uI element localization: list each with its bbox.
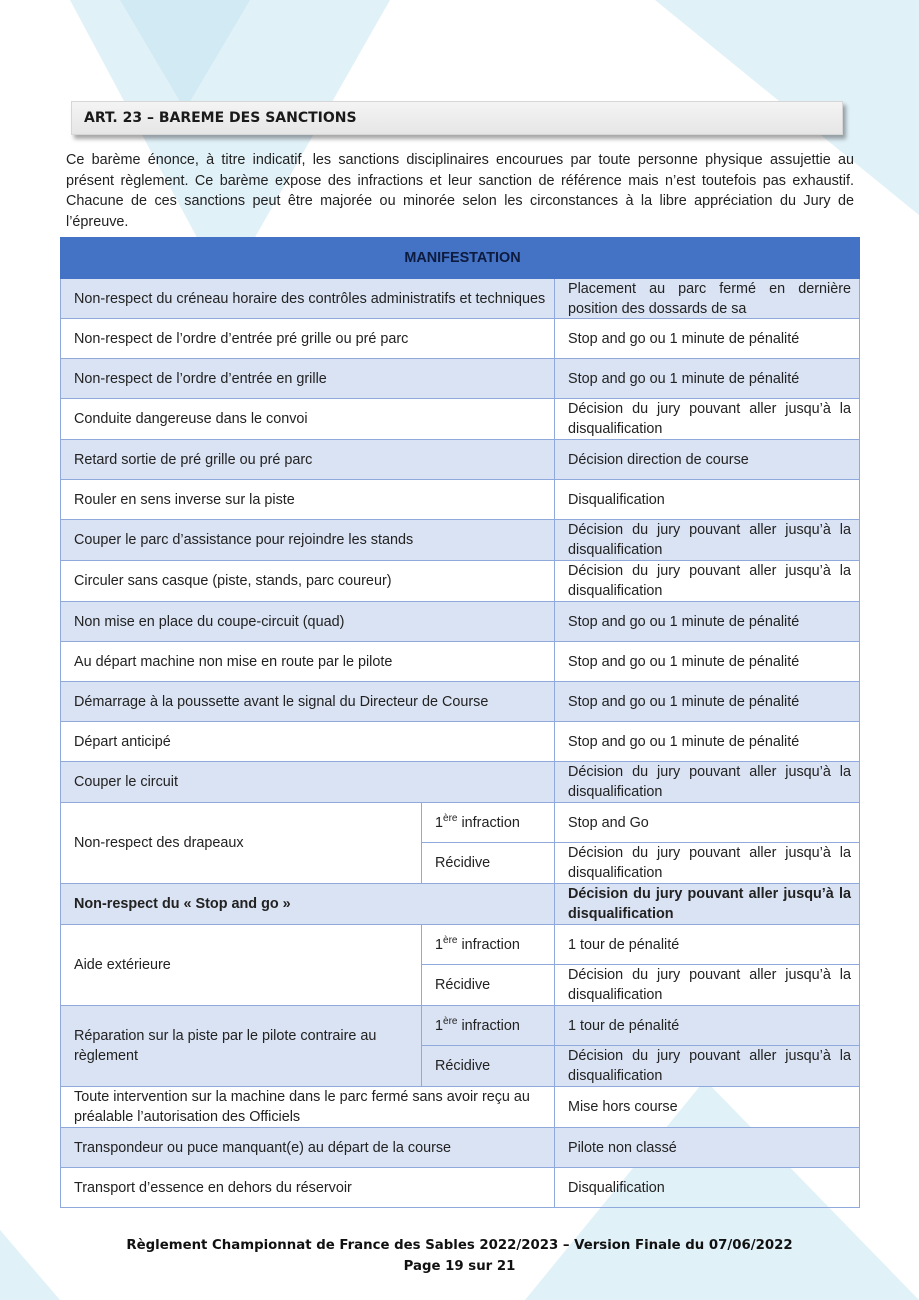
sanction-cell: Décision du jury pouvant aller jusqu’à la disqualification [555, 561, 860, 602]
infraction-cell: Couper le circuit [61, 762, 555, 803]
sanctions-table [60, 237, 860, 1208]
article-title: ART. 23 – BAREME DES SANCTIONS [71, 101, 843, 135]
table-row [61, 925, 860, 965]
infraction-cell: Non-respect de l’ordre d’entrée en grille [61, 359, 555, 399]
infraction-cell: Rouler en sens inverse sur la piste [61, 480, 555, 520]
offense-level-first [422, 1006, 555, 1046]
table-row [61, 803, 860, 843]
sanction-cell: Décision du jury pouvant aller jusqu’à la disqualification [555, 762, 860, 803]
infraction-cell: Transpondeur ou puce manquant(e) au départ de la course [61, 1128, 555, 1168]
offense-level-repeat: Récidive [422, 965, 555, 1006]
infraction-cell: Départ anticipé [61, 722, 555, 762]
sanction-cell: Décision du jury pouvant aller jusqu’à la disqualification [555, 399, 860, 440]
infraction-cell: Non-respect du créneau horaire des contrôles administratifs et techniques [61, 279, 555, 319]
sanction-cell: Disqualification [555, 1168, 860, 1208]
sanction-cell: Mise hors course [555, 1087, 860, 1128]
sanction-text: Placement au parc fermé en dernière position des dossards de sa [568, 281, 851, 317]
sanction-cell [555, 279, 860, 319]
offense-level-repeat: Récidive [422, 843, 555, 884]
table-row [61, 602, 860, 642]
infraction-cell: Au départ machine non mise en route par le pilote [61, 642, 555, 682]
table-row [61, 1128, 860, 1168]
table-row [61, 722, 860, 762]
table-row [61, 682, 860, 722]
table-row [61, 1006, 860, 1046]
offense-number: 1 [435, 936, 444, 953]
table-row [61, 1087, 860, 1128]
infraction-cell: Conduite dangereuse dans le convoi [61, 399, 555, 440]
offense-level-repeat: Récidive [422, 1046, 555, 1087]
sanction-cell: Pilote non classé [555, 1128, 860, 1168]
intro-paragraph: Ce barème énonce, à titre indicatif, les sanctions disciplinaires encourues par toute personne physique assujettie au présent règlement. Ce barème expose des infractions et leur sanction de référence mais n’est toutefois pas exhaustif. Chacune de ces sanctions peut être majorée ou minorée selon les circonstances à la libre appréciation du Jury de l’épreuve. [66, 152, 854, 230]
sanction-cell: Décision du jury pouvant aller jusqu’à la disqualification [555, 1046, 860, 1087]
offense-label: infraction [457, 1017, 520, 1034]
table-row [61, 440, 860, 480]
sanction-cell: Stop and go ou 1 minute de pénalité [555, 682, 860, 722]
table-row [61, 561, 860, 602]
offense-label: infraction [457, 936, 520, 953]
offense-ordinal: ère [443, 934, 458, 946]
footer-page-number: Page 19 sur 21 [403, 1259, 516, 1274]
infraction-cell: Circuler sans casque (piste, stands, parc coureur) [61, 561, 555, 602]
table-row [61, 642, 860, 682]
infraction-cell: Non mise en place du coupe-circuit (quad) [61, 602, 555, 642]
sanction-cell: Stop and Go [555, 803, 860, 843]
infraction-cell: Toute intervention sur la machine dans le parc fermé sans avoir reçu au préalable l’autorisation des Officiels [61, 1087, 555, 1128]
sanction-cell: Stop and go ou 1 minute de pénalité [555, 359, 860, 399]
offense-number: 1 [435, 1017, 444, 1034]
infraction-cell: Aide extérieure [61, 925, 422, 1006]
table-row [61, 399, 860, 440]
offense-label: infraction [457, 814, 520, 831]
offense-level-first [422, 803, 555, 843]
sanction-cell: Décision direction de course [555, 440, 860, 480]
offense-ordinal: ère [443, 1015, 458, 1027]
table-row [61, 884, 860, 925]
sanction-cell: 1 tour de pénalité [555, 925, 860, 965]
table-row [61, 279, 860, 319]
table-row [61, 359, 860, 399]
infraction-cell: Démarrage à la poussette avant le signal du Directeur de Course [61, 682, 555, 722]
infraction-cell: Non-respect de l’ordre d’entrée pré grille ou pré parc [61, 319, 555, 359]
table-row [61, 762, 860, 803]
infraction-cell: Non-respect du « Stop and go » [61, 884, 555, 925]
sanction-cell: Décision du jury pouvant aller jusqu’à la disqualification [555, 965, 860, 1006]
sanction-cell: Stop and go ou 1 minute de pénalité [555, 722, 860, 762]
sanction-cell: Décision du jury pouvant aller jusqu’à la disqualification [555, 520, 860, 561]
footer-document-title: Règlement Championnat de France des Sables 2022/2023 – Version Finale du 07/06/2022 [126, 1238, 793, 1253]
table-row [61, 480, 860, 520]
table-header: MANIFESTATION [61, 238, 860, 279]
sanction-cell: Décision du jury pouvant aller jusqu’à la disqualification [555, 843, 860, 884]
sanction-cell: Stop and go ou 1 minute de pénalité [555, 319, 860, 359]
sanction-cell: 1 tour de pénalité [555, 1006, 860, 1046]
infraction-cell: Transport d’essence en dehors du réservoir [61, 1168, 555, 1208]
sanction-cell: Stop and go ou 1 minute de pénalité [555, 642, 860, 682]
table-header-row [61, 238, 860, 279]
offense-level-first [422, 925, 555, 965]
infraction-cell: Couper le parc d’assistance pour rejoindre les stands [61, 520, 555, 561]
infraction-cell: Retard sortie de pré grille ou pré parc [61, 440, 555, 480]
offense-ordinal: ère [443, 812, 458, 824]
table-row [61, 1168, 860, 1208]
sanction-cell: Disqualification [555, 480, 860, 520]
sanction-cell: Décision du jury pouvant aller jusqu’à la disqualification [555, 884, 860, 925]
offense-number: 1 [435, 814, 444, 831]
table-row [61, 319, 860, 359]
table-row [61, 520, 860, 561]
sanction-cell: Stop and go ou 1 minute de pénalité [555, 602, 860, 642]
infraction-cell: Réparation sur la piste par le pilote contraire au règlement [61, 1006, 422, 1087]
infraction-cell: Non-respect des drapeaux [61, 803, 422, 884]
